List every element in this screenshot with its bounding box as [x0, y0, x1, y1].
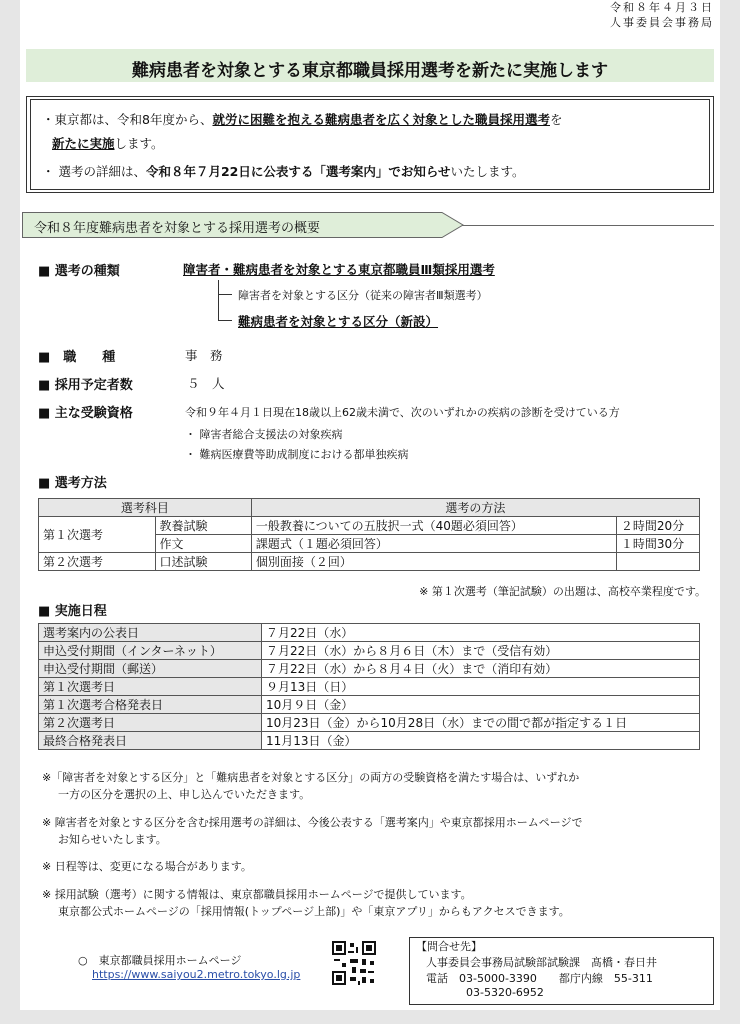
- method-heading: ■ 選考方法: [38, 476, 107, 491]
- contact-department: 人事委員会事務局試験部試験課 髙橋・春日井: [426, 956, 657, 969]
- contact-phone-2: 03-5320-6952: [466, 986, 544, 999]
- job-label: ■ 職 種: [38, 350, 116, 365]
- note-1: [42, 769, 579, 803]
- homepage-label: ○ 東京都職員採用ホームページ: [78, 954, 242, 967]
- schedule-label: 選考案内の公表日: [39, 624, 262, 642]
- table-row: [39, 499, 700, 517]
- summary-bullet-2: [42, 162, 525, 180]
- tree-connector: [218, 280, 219, 320]
- table-cell: [616, 553, 699, 571]
- summary-bullet-1-cont: [52, 134, 164, 152]
- table-row: [39, 714, 700, 732]
- table-cell: １時間30分: [616, 535, 699, 553]
- schedule-value: 11月13日（金）: [262, 732, 700, 750]
- table-row: [39, 517, 700, 535]
- qualification-label: ■ 主な受験資格: [38, 406, 133, 421]
- type-value: 障害者・難病患者を対象とする東京都職員Ⅲ類採用選考: [183, 262, 495, 277]
- table-cell: 個別面接（２回）: [251, 553, 616, 571]
- note-text: ※ 採用試験（選考）に関する情報は、東京都職員採用ホームページで提供しています。: [42, 888, 472, 901]
- summary-text: ・東京都は、令和8年度から、: [42, 112, 213, 127]
- schedule-value: ７月22日（水）: [262, 624, 700, 642]
- contact-title: 【問合せ先】: [416, 940, 482, 953]
- table-row: [39, 624, 700, 642]
- contact-phone: 電話 03-5000-3390 都庁内線 55-311: [426, 972, 653, 985]
- schedule-label: 最終合格発表日: [39, 732, 262, 750]
- summary-emphasis: 令和８年７月22日に公表する「選考案内」でお知らせ: [145, 164, 451, 179]
- table-cell: 教養試験: [155, 517, 251, 535]
- summary-text: を: [549, 112, 563, 127]
- schedule-value: 10月９日（金）: [262, 696, 700, 714]
- table-row: [39, 678, 700, 696]
- type-sub-disability: 障害者を対象とする区分（従来の障害者Ⅲ類選考）: [238, 289, 488, 302]
- page-title: 難病患者を対象とする東京都職員採用選考を新たに実施します: [132, 61, 608, 81]
- table-row: [39, 553, 700, 571]
- method-note: ※ 第１次選考（筆記試験）の出題は、高校卒業程度です。: [419, 585, 706, 598]
- summary-emphasis: 就労に困難を抱える難病患者を広く対象とした職員採用選考: [212, 112, 550, 127]
- summary-bullet-1: [42, 110, 563, 128]
- schedule-table: [38, 623, 700, 750]
- summary-emphasis: 新たに実施: [52, 136, 115, 151]
- note-2: [42, 814, 583, 848]
- section-title: 令和８年度難病患者を対象とする採用選考の概要: [34, 221, 321, 236]
- tree-branch: [218, 320, 232, 321]
- table-cell: 第１次選考: [39, 517, 156, 553]
- note-text: ※ 障害者を対象とする区分を含む採用選考の詳細は、今後公表する「選考案内」や東京都採用ホームページで: [42, 816, 583, 829]
- qualification-value: 令和９年４月１日現在18歳以上62歳未満で、次のいずれかの疾病の診断を受けている方: [185, 406, 620, 419]
- tree-branch: [218, 294, 232, 295]
- table-header: 選考の方法: [251, 499, 699, 517]
- note-4: [42, 886, 570, 920]
- summary-text: します。: [114, 136, 164, 151]
- schedule-value: 10月23日（金）から10月28日（水）までの間で都が指定する１日: [262, 714, 700, 732]
- note-text: お知らせいたします。: [58, 833, 167, 846]
- summary-text: ・ 選考の詳細は、: [42, 164, 146, 179]
- issuing-office: 人事委員会事務局: [610, 16, 714, 29]
- note-3: ※ 日程等は、変更になる場合があります。: [42, 860, 252, 873]
- table-row: [39, 642, 700, 660]
- table-cell: 口述試験: [155, 553, 251, 571]
- qualification-item: ・ 難病医療費等助成制度における都単独疾病: [185, 448, 409, 461]
- table-cell: 一般教養についての五肢択一式（40題必須回答）: [251, 517, 616, 535]
- schedule-value: ７月22日（水）から８月６日（木）まで（受信有効）: [262, 642, 700, 660]
- qr-code-icon[interactable]: [332, 941, 376, 985]
- note-text: 東京都公式ホームページの「採用情報(トップページ上部)」や「東京アプリ」からもアクセスできます。: [58, 905, 570, 918]
- method-table: [38, 498, 700, 571]
- schedule-heading: ■ 実施日程: [38, 604, 107, 619]
- table-cell: 課題式（１題必須回答）: [251, 535, 616, 553]
- table-header: 選考科目: [39, 499, 252, 517]
- job-value: 事 務: [185, 348, 223, 363]
- table-cell: 作文: [155, 535, 251, 553]
- summary-text: いたします。: [450, 164, 525, 179]
- table-row: [39, 696, 700, 714]
- schedule-label: 第１次選考合格発表日: [39, 696, 262, 714]
- note-text: ※「障害者を対象とする区分」と「難病患者を対象とする区分」の両方の受験資格を満たす場合は、いずれか: [42, 771, 580, 784]
- count-label: ■ 採用予定者数: [38, 378, 133, 393]
- schedule-label: 第２次選考日: [39, 714, 262, 732]
- note-text: 一方の区分を選択の上、申し込んでいただきます。: [58, 788, 311, 801]
- qualification-item: ・ 障害者総合支援法の対象疾病: [185, 428, 343, 441]
- schedule-label: 第１次選考日: [39, 678, 262, 696]
- schedule-value: ９月13日（日）: [262, 678, 700, 696]
- homepage-link[interactable]: https://www.saiyou2.metro.tokyo.lg.jp: [92, 968, 301, 981]
- count-value: ５ 人: [187, 376, 225, 391]
- type-label: ■ 選考の種類: [38, 264, 120, 279]
- table-cell: 第２次選考: [39, 553, 156, 571]
- issue-date: 令和８年４月３日: [610, 1, 714, 14]
- schedule-label: 申込受付期間（インターネット）: [39, 642, 262, 660]
- schedule-label: 申込受付期間（郵送）: [39, 660, 262, 678]
- table-cell: ２時間20分: [616, 517, 699, 535]
- schedule-value: ７月22日（水）から８月４日（火）まで（消印有効）: [262, 660, 700, 678]
- table-row: [39, 732, 700, 750]
- table-row: [39, 660, 700, 678]
- document-page: [20, 0, 720, 1010]
- document-date-block: [610, 0, 714, 30]
- type-sub-intractable: 難病患者を対象とする区分（新設）: [238, 314, 439, 329]
